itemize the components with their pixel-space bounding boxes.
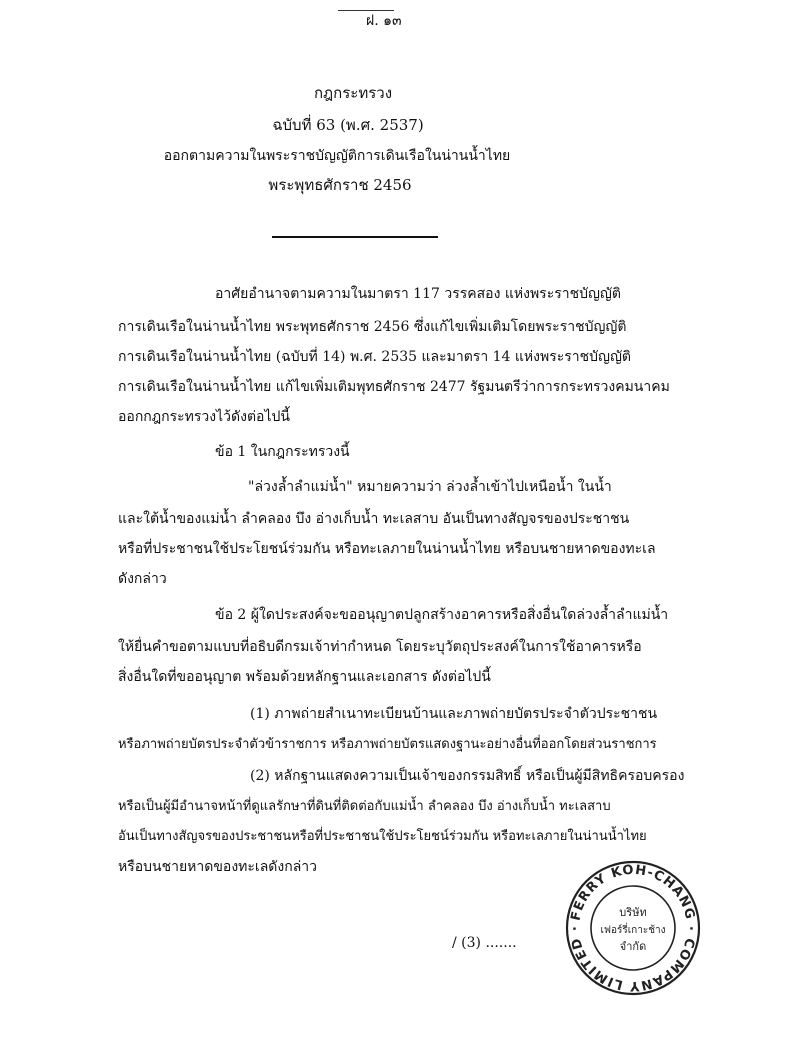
title-issue-number: ฉบับที่ 63 (พ.ศ. 2537) xyxy=(272,116,424,134)
preamble-line-1: อาศัยอำนาจตามความในมาตรา 117 วรรคสอง แห่งพระราชบัญญัติ xyxy=(215,286,621,302)
title-decree: กฎกระทรวง xyxy=(313,84,393,102)
svg-text:FERRY KOH-CHANG · COMPANY LIMI: FERRY KOH-CHANG · COMPANY LIMITED · xyxy=(567,862,699,994)
clause-2-line-3: สิ่งอื่นใดที่ขออนุญาต พร้อมด้วยหลักฐานและเอกสาร ดังต่อไปนี้ xyxy=(118,669,491,685)
clause-2-line-2: ให้ยื่นคำขอตามแบบที่อธิบดีกรมเจ้าท่ากำหนด โดยระบุวัตถุประสงค์ในการใช้อาคารหรือ xyxy=(118,639,642,655)
page-number-overline xyxy=(338,10,394,11)
clause-2-line-1: ข้อ 2 ผู้ใดประสงค์จะขออนุญาตปลูกสร้างอาคารหรือสิ่งอื่นใดล่วงล้ำลำแม่น้ำ xyxy=(215,607,669,623)
clause-1-line-3: หรือที่ประชาชนใช้ประโยชน์ร่วมกัน หรือทะเลภายในน่านน้ำไทย หรือบนชายหาดของทะเล xyxy=(118,541,656,557)
page-number: ฝ. ๑๓ xyxy=(366,13,402,29)
preamble-line-4: การเดินเรือในน่านน้ำไทย แก้ไขเพิ่มเติมพุทธศักราช 2477 รัฐมนตรีว่าการกระทรวงคมนาคม xyxy=(118,379,670,395)
clause-2-item-2-line-2: หรือเป็นผู้มีอำนาจหน้าที่ดูแลรักษาที่ดินที่ติดต่อกับแม่น้ำ ลำคลอง บึง อ่างเก็บน้ำ ทะเลสาบ xyxy=(118,799,611,814)
clause-2-item-2-line-4: หรือบนชายหาดของทะเลดังกล่าว xyxy=(118,859,317,875)
seal-inner-line-2: เฟอร์รี่เกาะช้าง xyxy=(600,925,666,936)
company-seal-stamp xyxy=(563,858,703,998)
preamble-line-3: การเดินเรือในน่านน้ำไทย (ฉบับที่ 14) พ.ศ. 2535 และมาตรา 14 แห่งพระราชบัญญัติ xyxy=(118,349,631,365)
preamble-line-5: ออกกฎกระทรวงไว้ดังต่อไปนี้ xyxy=(118,409,290,425)
title-divider xyxy=(272,236,438,238)
clause-1-heading: ข้อ 1 ในกฎกระทรวงนี้ xyxy=(215,444,350,460)
clause-1-line-1: "ล่วงล้ำลำแม่น้ำ" หมายความว่า ล่วงล้ำเข้าไปเหนือน้ำ ในน้ำ xyxy=(248,479,612,495)
clause-2-item-2-line-3: อันเป็นทางสัญจรของประชาชนหรือที่ประชาชนใช้ประโยชน์ร่วมกัน หรือทะเลภายในน่านน้ำไทย xyxy=(118,829,647,844)
clause-2-item-1-line-1: (1) ภาพถ่ายสำเนาทะเบียนบ้านและภาพถ่ายบัตรประจำตัวประชาชน xyxy=(250,706,658,722)
clause-2-item-1-line-2: หรือภาพถ่ายบัตรประจำตัวข้าราชการ หรือภาพถ่ายบัตรแสดงฐานะอย่างอื่นที่ออกโดยส่วนราชการ xyxy=(118,737,657,752)
seal-inner-line-1: บริษัท xyxy=(619,906,647,919)
clause-1-line-2: และใต้น้ำของแม่น้ำ ลำคลอง บึง อ่างเก็บน้ำ ทะเลสาบ อันเป็นทางสัญจรของประชาชน xyxy=(118,511,630,527)
seal-inner-line-3: จำกัด xyxy=(619,940,647,953)
title-act-reference: ออกตามความในพระราชบัญญัติการเดินเรือในน่านน้ำไทย xyxy=(163,148,511,164)
title-year: พระพุทธศักราช 2456 xyxy=(268,176,412,194)
preamble-line-2: การเดินเรือในน่านน้ำไทย พระพุทธศักราช 2456 ซึ่งแก้ไขเพิ่มเติมโดยพระราชบัญญัติ xyxy=(118,319,627,335)
continuation-marker: / (3) ....... xyxy=(452,935,517,951)
clause-1-line-4: ดังกล่าว xyxy=(118,571,167,587)
clause-2-item-2-line-1: (2) หลักฐานแสดงความเป็นเจ้าของกรรมสิทธิ์ หรือเป็นผู้มีสิทธิครอบครอง xyxy=(250,768,685,784)
